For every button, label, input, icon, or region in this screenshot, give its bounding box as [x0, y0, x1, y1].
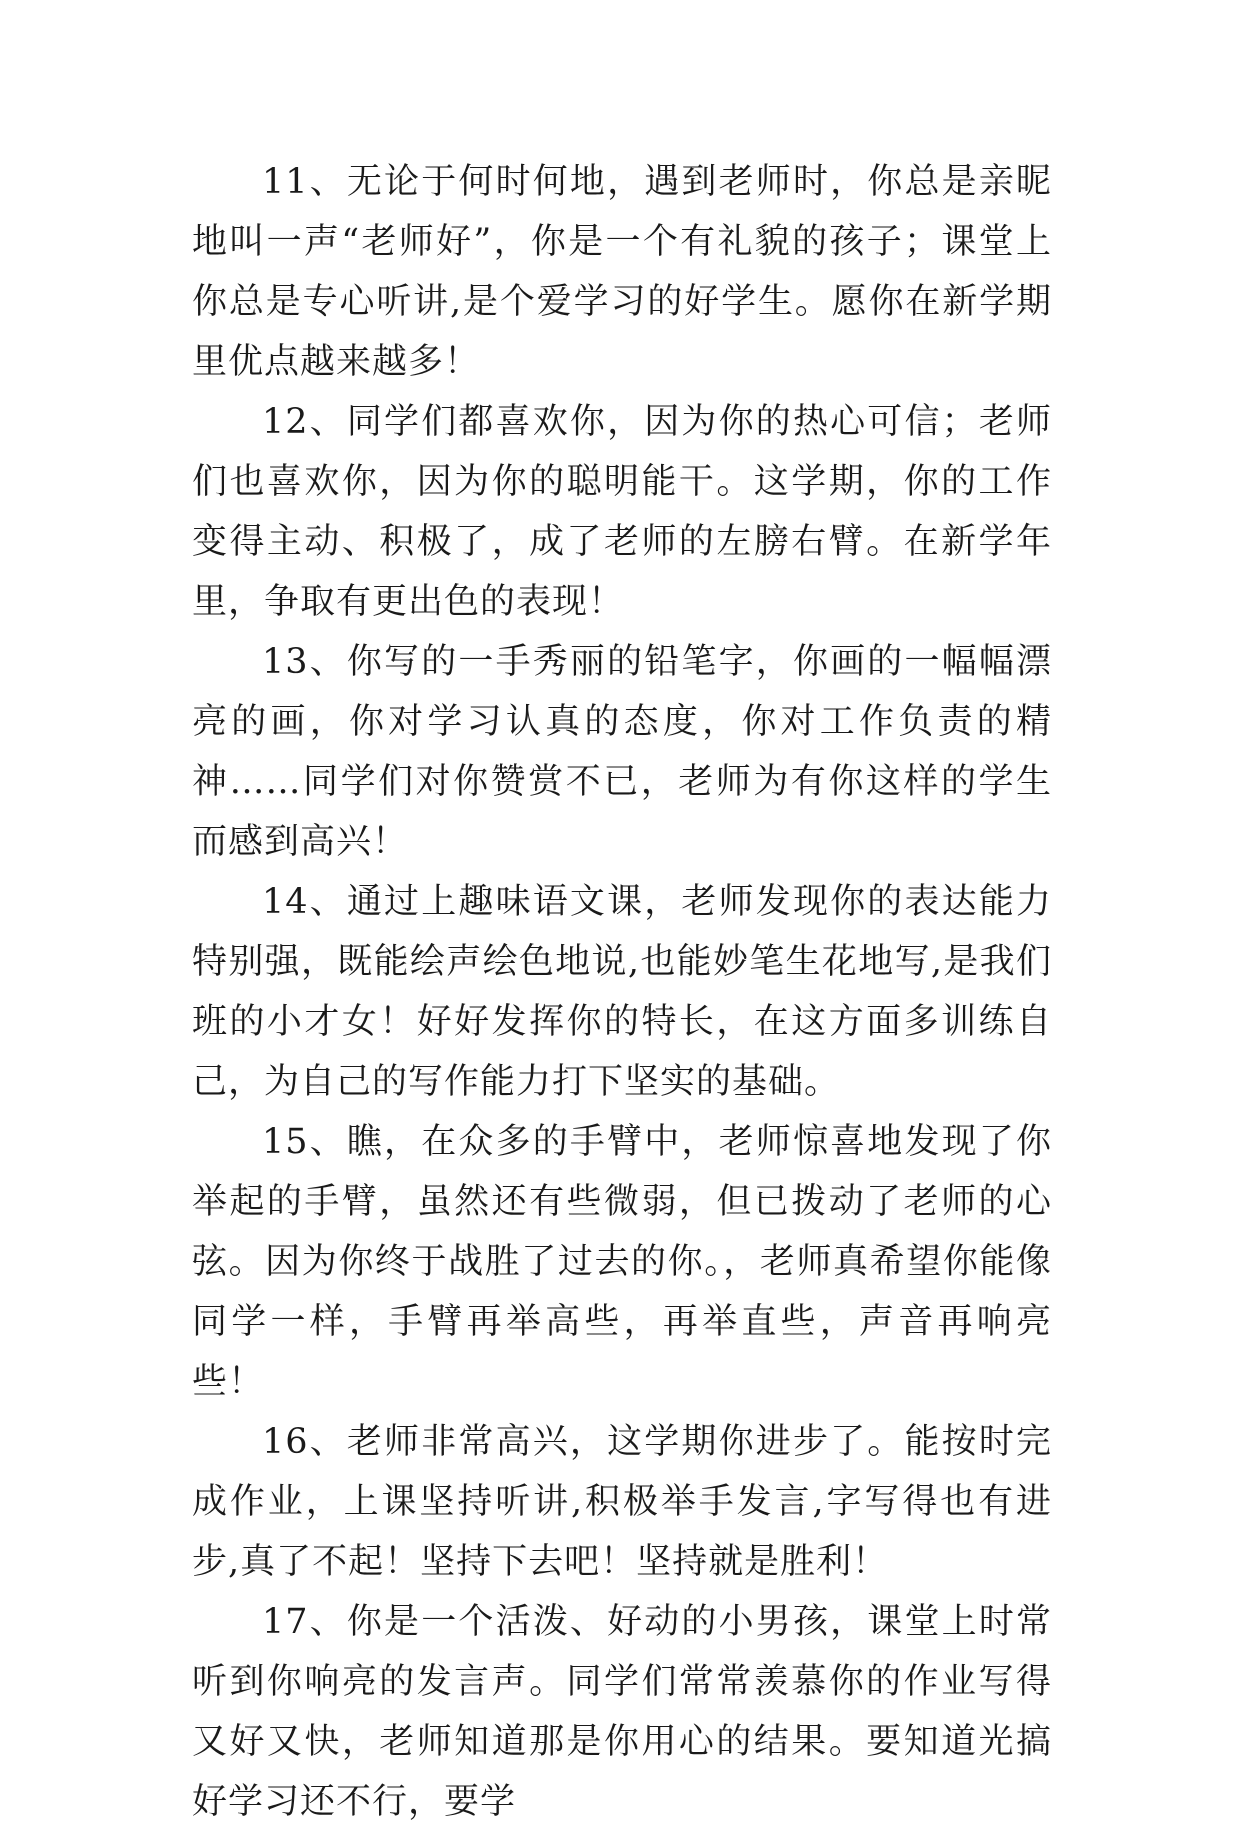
paragraph-16: 16、老师非常高兴，这学期你进步了。能按时完成作业，上课坚持听讲,积极举手发言,字写得也有进步,真了不起！坚持下去吧！坚持就是胜利！: [192, 1422, 1052, 1582]
paragraph-17: 17、你是一个活泼、好动的小男孩，课堂上时常听到你响亮的发言声。同学们常常羡慕你的作业写得又好又快，老师知道那是你用心的结果。要知道光搞好学习还不行，要学: [192, 1602, 1052, 1822]
paragraph-15: 15、瞧，在众多的手臂中，老师惊喜地发现了你举起的手臂，虽然还有些微弱，但已拨动了老师的心弦。因为你终于战胜了过去的你。，老师真希望你能像同学一样，手臂再举高些，再举直些，声音再响亮些！: [192, 1122, 1052, 1402]
document-body: [192, 152, 1052, 1832]
paragraph-14: 14、通过上趣味语文课，老师发现你的表达能力特别强，既能绘声绘色地说,也能妙笔生花地写,是我们班的小才女！好好发挥你的特长，在这方面多训练自己，为自己的写作能力打下坚实的基础。: [192, 882, 1052, 1102]
paragraph-13: 13、你写的一手秀丽的铅笔字，你画的一幅幅漂亮的画，你对学习认真的态度，你对工作负责的精神……同学们对你赞赏不已，老师为有你这样的学生而感到高兴！: [192, 642, 1052, 862]
paragraph-12: 12、同学们都喜欢你，因为你的热心可信；老师们也喜欢你，因为你的聪明能干。这学期，你的工作变得主动、积极了，成了老师的左膀右臂。在新学年里，争取有更出色的表现！: [192, 402, 1052, 622]
paragraph-11: 11、无论于何时何地，遇到老师时，你总是亲昵地叫一声“老师好”，你是一个有礼貌的孩子；课堂上你总是专心听讲,是个爱学习的好学生。愿你在新学期里优点越来越多！: [192, 162, 1052, 382]
